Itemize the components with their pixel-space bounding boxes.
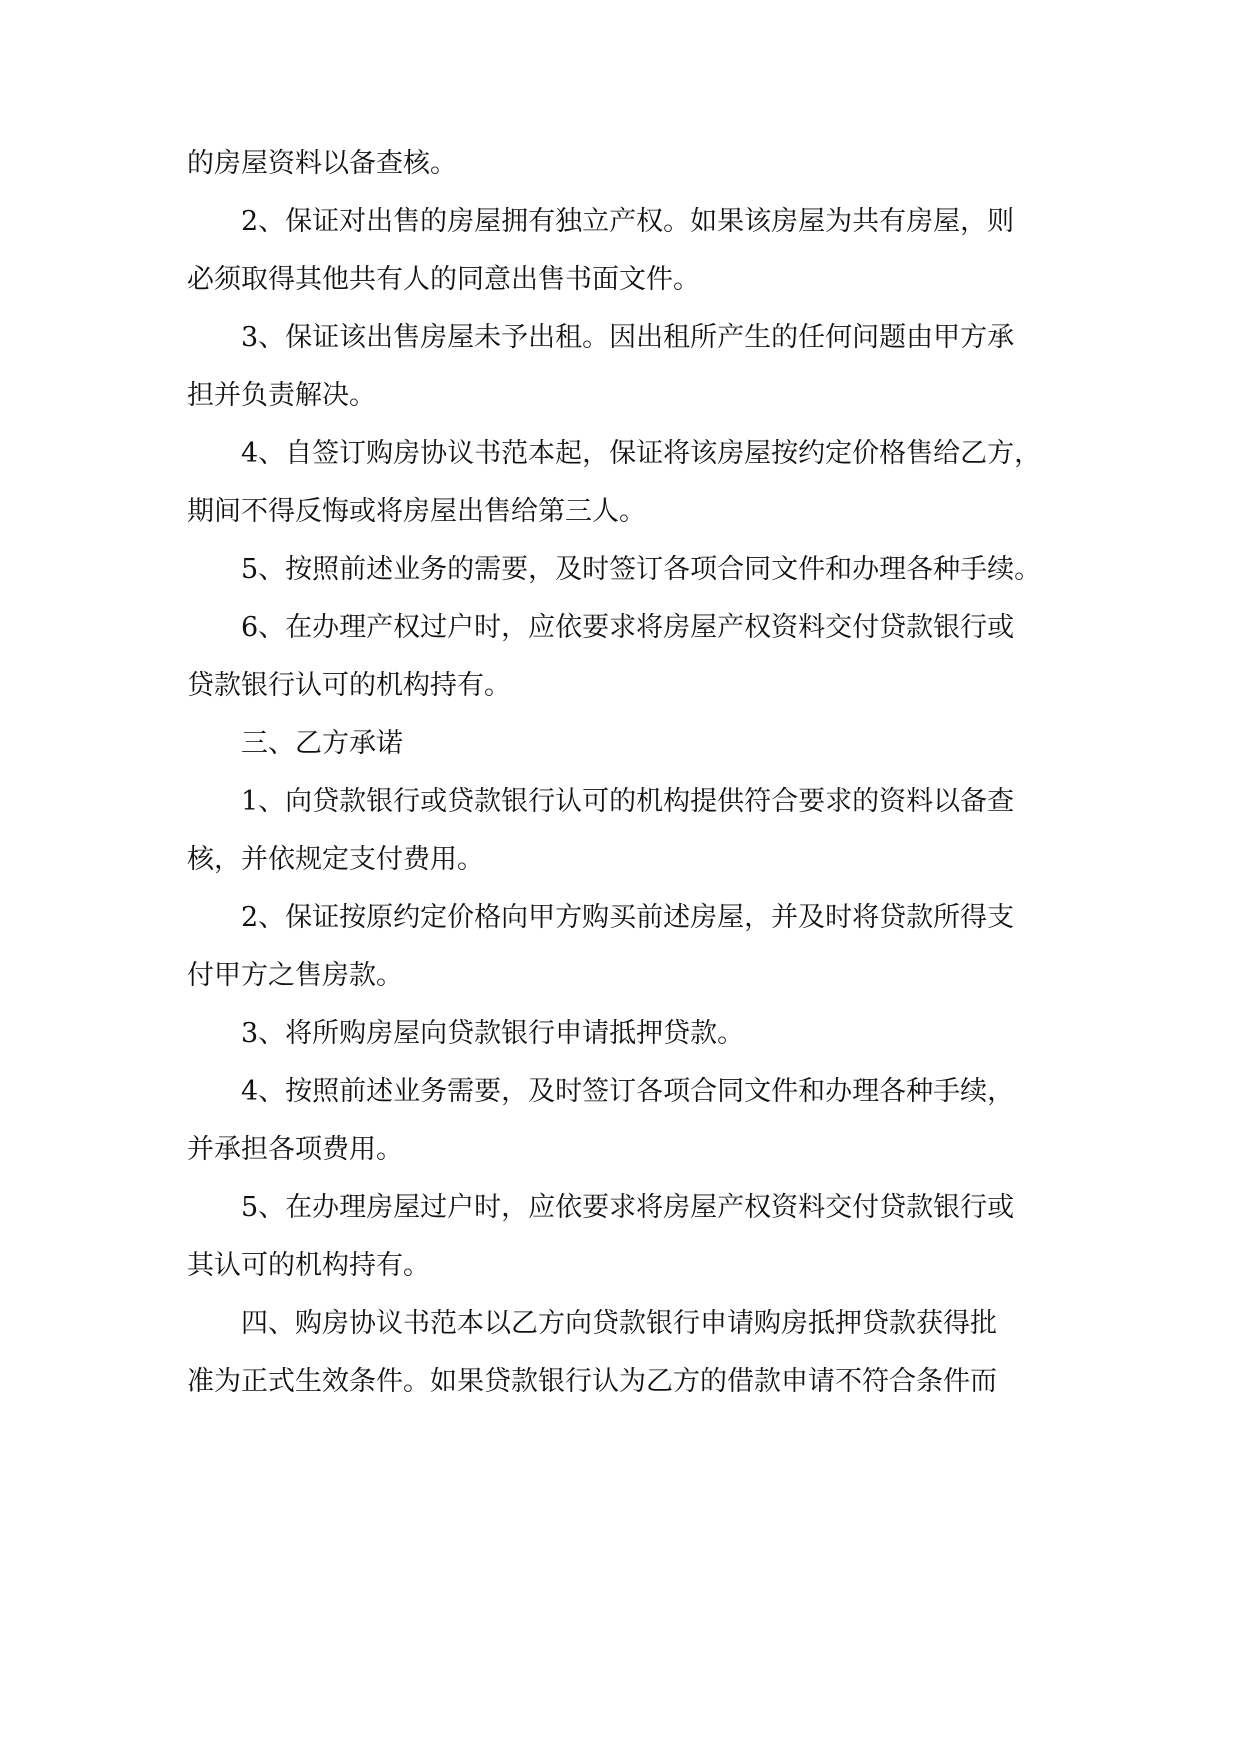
text-line: 3、将所购房屋向贷款银行申请抵押贷款。 — [241, 1018, 745, 1049]
text-line: 必须取得其他共有人的同意出售书面文件。 — [187, 264, 700, 295]
text-line: 期间不得反悔或将房屋出售给第三人。 — [187, 496, 646, 527]
text-line: 3、保证该出售房屋未予出租。因出租所产生的任何问题由甲方承 — [241, 322, 1015, 353]
text-line: 4、按照前述业务需要，及时签订各项合同文件和办理各种手续， — [241, 1076, 1015, 1107]
text-line: 4、自签订购房协议书范本起，保证将该房屋按约定价格售给乙方， — [241, 438, 1042, 469]
text-line: 其认可的机构持有。 — [187, 1250, 430, 1281]
text-line: 5、在办理房屋过户时，应依要求将房屋产权资料交付贷款银行或 — [241, 1192, 1015, 1223]
text-line: 5、按照前述业务的需要，及时签订各项合同文件和办理各种手续。 — [241, 554, 1042, 585]
text-line: 贷款银行认可的机构持有。 — [187, 670, 511, 701]
section-heading: 三、乙方承诺 — [241, 728, 403, 759]
text-line: 核，并依规定支付费用。 — [187, 844, 484, 875]
text-line: 的房屋资料以备查核。 — [187, 148, 457, 179]
text-line: 2、保证按原约定价格向甲方购买前述房屋，并及时将贷款所得支 — [241, 902, 1015, 933]
section-heading: 四、购房协议书范本以乙方向贷款银行申请购房抵押贷款获得批 — [241, 1308, 997, 1339]
text-line: 担并负责解决。 — [187, 380, 376, 411]
text-line: 并承担各项费用。 — [187, 1134, 403, 1165]
text-line: 准为正式生效条件。如果贷款银行认为乙方的借款申请不符合条件而 — [187, 1366, 997, 1397]
text-line: 6、在办理产权过户时，应依要求将房屋产权资料交付贷款银行或 — [241, 612, 1015, 643]
text-line: 付甲方之售房款。 — [187, 960, 403, 991]
text-line: 2、保证对出售的房屋拥有独立产权。如果该房屋为共有房屋，则 — [241, 206, 1015, 237]
text-line: 1、向贷款银行或贷款银行认可的机构提供符合要求的资料以备查 — [241, 786, 1015, 817]
